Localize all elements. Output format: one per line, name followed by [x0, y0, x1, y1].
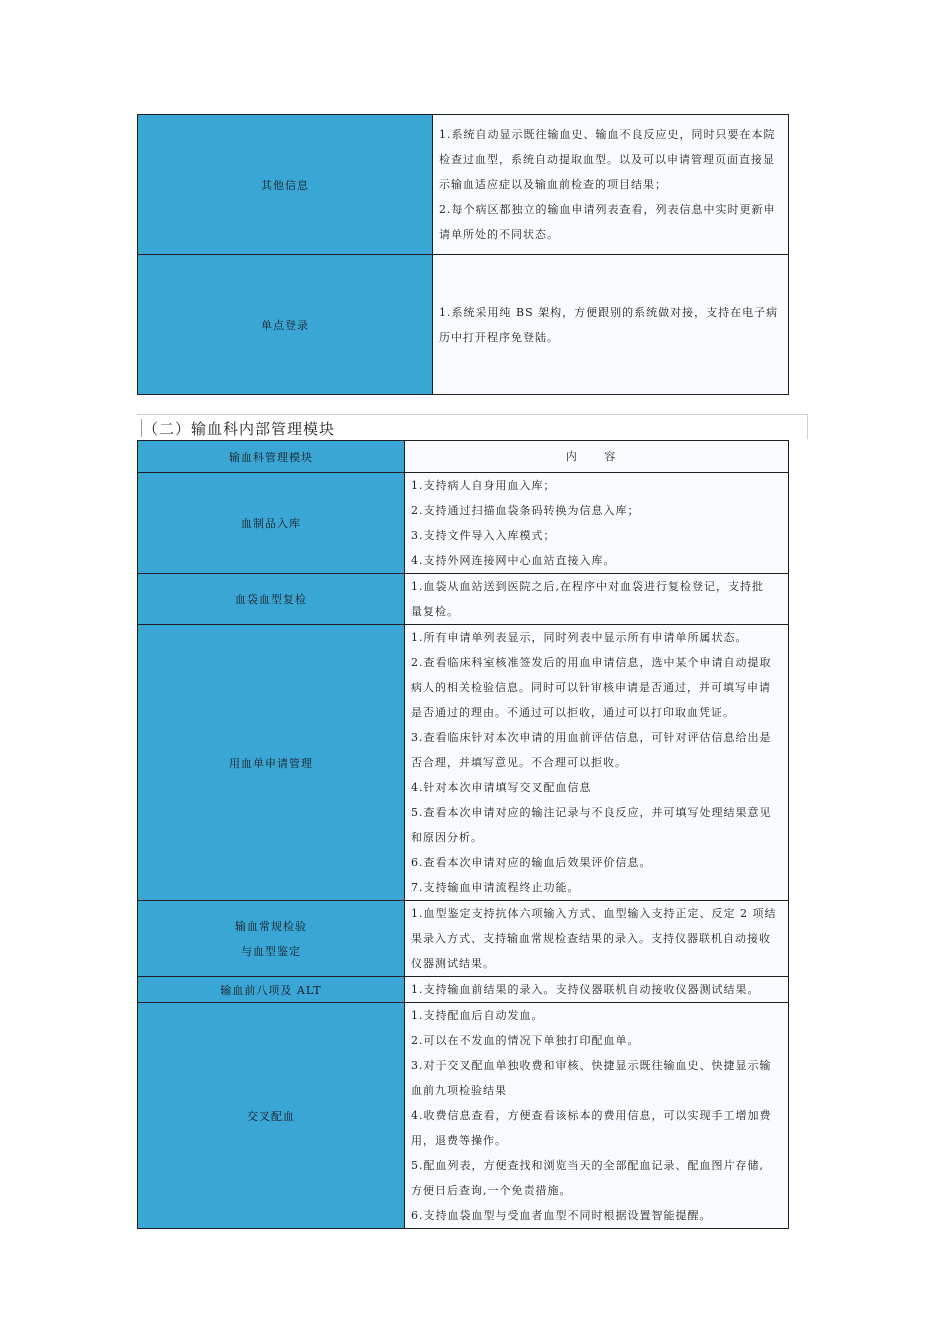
table-row — [138, 115, 789, 255]
table-row — [138, 473, 789, 574]
content-line: 示输血适应症以及输血前检查的项目结果； — [439, 178, 667, 191]
row-label: 单点登录 — [138, 255, 433, 395]
content-line: 1.所有申请单列表显示，同时列表中显示所有申请单所属状态。 — [411, 631, 748, 644]
content-line: 1.系统自动显示既往输血史、输血不良反应史，同时只要在本院 — [439, 128, 776, 141]
content-line: 血前九项检验结果 — [411, 1084, 507, 1097]
row-content — [405, 1003, 789, 1229]
content-line: 3.查看临床针对本次申请的用血前评估信息，可针对评估信息给出是 — [411, 731, 772, 744]
table-header-row — [138, 441, 789, 473]
content-line: 否合理，并填写意见。不合理可以拒收。 — [411, 756, 627, 769]
content-line: 6.支持血袋血型与受血者血型不同时根据设置智能提醒。 — [411, 1209, 712, 1222]
table-row — [138, 255, 789, 395]
row-label: 用血单申请管理 — [138, 625, 405, 901]
row-label: 血制品入库 — [138, 473, 405, 574]
column-header-content: 内 容 — [405, 441, 789, 473]
row-label: 其他信息 — [138, 115, 433, 255]
module-table-bottom — [137, 440, 789, 1229]
table-row — [138, 901, 789, 977]
table-row — [138, 1003, 789, 1229]
row-content — [405, 625, 789, 901]
content-line: 果录入方式、支持输血常规检查结果的录入。支持仪器联机自动接收 — [411, 932, 771, 945]
row-content — [405, 901, 789, 977]
content-line: 2.每个病区都独立的输血申请列表查看，列表信息中实时更新申 — [439, 203, 776, 216]
content-line: 5.查看本次申请对应的输注记录与不良反应，并可填写处理结果意见 — [411, 806, 772, 819]
content-line: 1.支持输血前结果的录入。支持仪器联机自动接收仪器测试结果。 — [411, 983, 760, 996]
content-line: 病人的相关检验信息。同时可以针审核申请是否通过，并可填写申请 — [411, 681, 771, 694]
content-line: 6.查看本次申请对应的输血后效果评价信息。 — [411, 856, 652, 869]
heading-marker — [141, 419, 142, 437]
row-label-line: 输血常规检验 — [235, 919, 307, 933]
content-line: 量复检。 — [411, 605, 459, 618]
content-line: 请单所处的不同状态。 — [439, 228, 559, 241]
content-line: 1.系统采用纯 BS 架构，方便跟别的系统做对接，支持在电子病 — [439, 305, 779, 319]
table-row — [138, 574, 789, 625]
content-line: 历中打开程序免登陆。 — [439, 330, 559, 344]
content-line: 用，退费等操作。 — [411, 1134, 507, 1147]
content-line: 7.支持输血申请流程终止功能。 — [411, 881, 580, 894]
content-line: 1.支持病人自身用血入库； — [411, 479, 556, 492]
content-line: 仪器测试结果。 — [411, 957, 495, 970]
content-line: 1.血袋从血站送到医院之后,在程序中对血袋进行复检登记，支持批 — [411, 580, 764, 593]
content-line: 1.血型鉴定支持抗体六项输入方式、血型输入支持正定、反定 2 项结 — [411, 907, 777, 920]
row-label-line: 与血型鉴定 — [241, 944, 301, 958]
content-line: 检查过血型，系统自动提取血型。以及可以申请管理页面直接显 — [439, 153, 775, 166]
row-label: 血袋血型复检 — [138, 574, 405, 625]
section-title: （二）输血科内部管理模块 — [143, 420, 336, 438]
content-line: 和原因分析。 — [411, 831, 483, 844]
content-line: 方便日后查询,一个免责措施。 — [411, 1184, 572, 1197]
column-header-module: 输血科管理模块 — [138, 441, 405, 473]
row-label — [138, 901, 405, 977]
row-content — [433, 115, 789, 255]
content-line: 4.针对本次申请填写交叉配血信息 — [411, 781, 592, 794]
table-row — [138, 625, 789, 901]
content-line: 3.支持文件导入入库模式； — [411, 529, 556, 542]
row-label: 交叉配血 — [138, 1003, 405, 1229]
table-row — [138, 977, 789, 1003]
content-line: 1.支持配血后自动发血。 — [411, 1009, 544, 1022]
content-line: 4.支持外网连接网中心血站直接入库。 — [411, 554, 616, 567]
content-line: 2.查看临床科室核准签发后的用血申请信息，选中某个申请自动提取 — [411, 656, 772, 669]
row-content — [405, 574, 789, 625]
content-line: 4.收费信息查看，方便查看该标本的费用信息，可以实现手工增加费 — [411, 1109, 772, 1122]
row-content — [405, 977, 789, 1003]
section-heading — [137, 414, 808, 439]
row-content — [433, 255, 789, 395]
content-line: 5.配血列表，方便查找和浏览当天的全部配血记录、配血图片存储, — [411, 1159, 764, 1172]
content-line: 2.可以在不发血的情况下单独打印配血单。 — [411, 1034, 640, 1047]
content-line: 2.支持通过扫描血袋条码转换为信息入库； — [411, 504, 640, 517]
content-line: 3.对于交叉配血单独收费和审核、快捷显示既往输血史、快捷显示输 — [411, 1059, 772, 1072]
row-content — [405, 473, 789, 574]
row-label: 输血前八项及 ALT — [138, 977, 405, 1003]
content-line: 是否通过的理由。不通过可以拒收，通过可以打印取血凭证。 — [411, 706, 735, 719]
module-table-top — [137, 114, 789, 395]
